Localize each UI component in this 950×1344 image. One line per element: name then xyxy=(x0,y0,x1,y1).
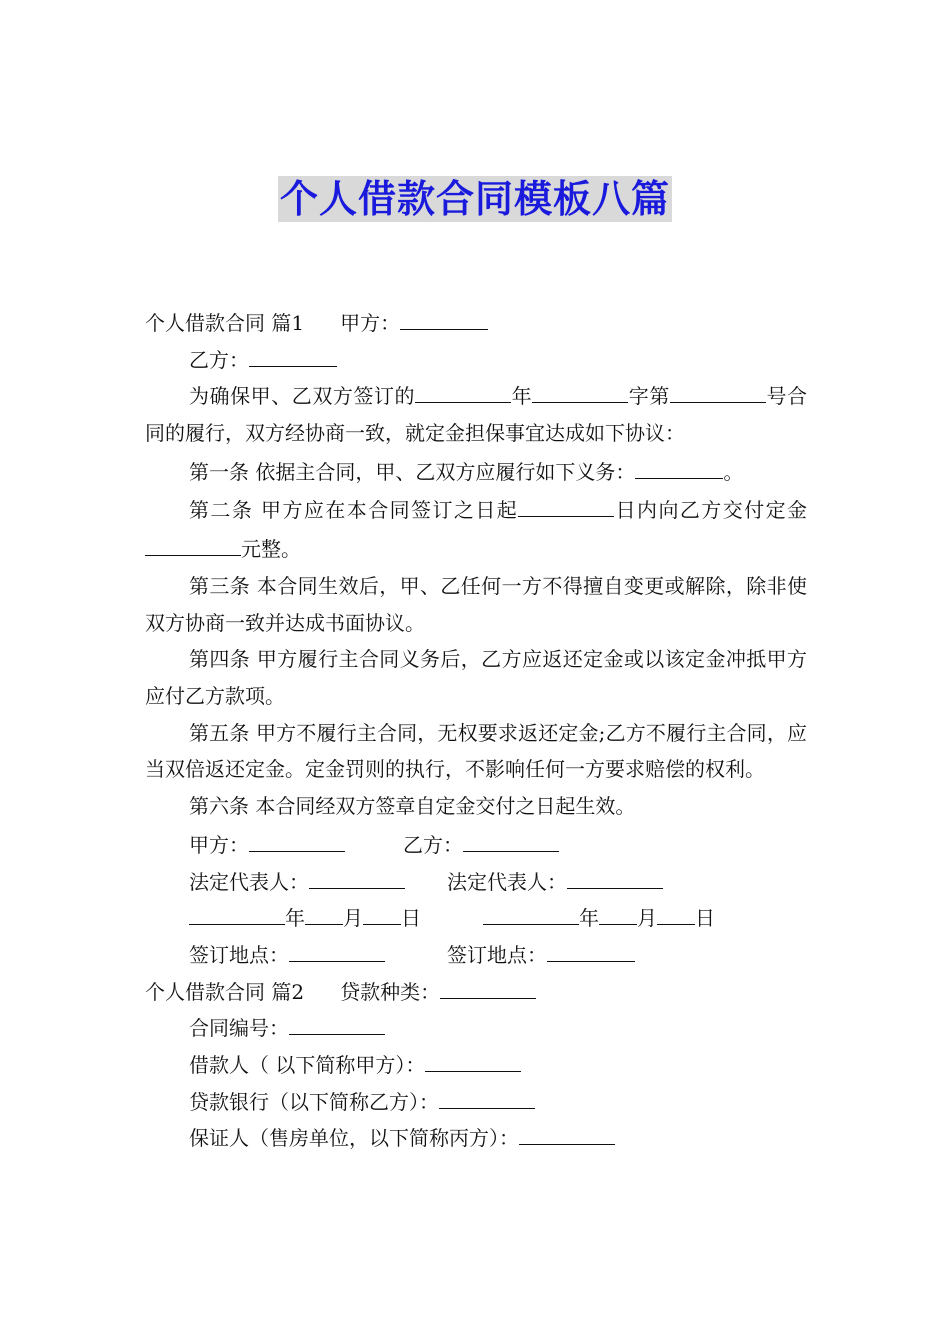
blank xyxy=(289,935,385,962)
date-line xyxy=(145,898,807,935)
party-b-line xyxy=(145,340,807,377)
purpose-text-4: 号合同的履行，双方经协商一致，就定金担保事宜达成如下协议： xyxy=(145,384,808,446)
purpose-text-2: 年 xyxy=(511,384,533,409)
borrower-label: 借款人（ 以下简称甲方）： xyxy=(189,1052,426,1077)
signing-place-a-label: 签订地点： xyxy=(189,942,289,967)
representative-line xyxy=(145,862,807,899)
blank xyxy=(189,898,285,925)
party-a-label: 甲方： xyxy=(340,311,401,335)
blank xyxy=(439,1082,535,1109)
purpose-text-3: 字第 xyxy=(628,384,670,409)
blank xyxy=(145,529,241,556)
signature-party-a-label: 甲方： xyxy=(189,832,249,857)
blank xyxy=(425,1045,521,1072)
guarantor-label: 保证人（售房单位，以下简称丙方）： xyxy=(189,1126,519,1151)
article-1 xyxy=(145,452,807,491)
article-2-text-2: 日内向乙方交付定金 xyxy=(614,498,808,523)
article-3: 第三条 本合同生效后，甲、乙任何一方不得擅自变更或解除，除非使双方协商一致并达成书面协议。 xyxy=(145,573,807,635)
year-label: 年 xyxy=(285,906,305,931)
document-body xyxy=(145,303,807,1155)
signing-place-b-label: 签订地点： xyxy=(447,942,547,967)
party-a-blank xyxy=(400,303,488,330)
loan-type-blank xyxy=(440,972,536,999)
blank xyxy=(289,1008,385,1035)
section2-heading: 个人借款合同 篇2 xyxy=(145,979,305,1004)
day-label: 日 xyxy=(695,906,715,931)
party-b-blank xyxy=(249,340,337,367)
article-2-text-3: 元整。 xyxy=(241,537,301,562)
article-1-text: 第一条 依据主合同，甲、乙双方应履行如下义务： xyxy=(189,459,636,484)
blank xyxy=(249,825,345,852)
article-4: 第四条 甲方履行主合同义务后，乙方应返还定金或以该定金冲抵甲方应付乙方款项。 xyxy=(145,647,807,708)
article-5: 第五条 甲方不履行主合同，无权要求返还定金;乙方不履行主合同，应当双倍返还定金。定金罚则的执行，不影响任何一方要求赔偿的权利。 xyxy=(145,720,807,782)
blank xyxy=(547,935,635,962)
day-label: 日 xyxy=(401,906,421,931)
purpose-text-1: 为确保甲、乙双方签订的 xyxy=(189,384,416,409)
year-label: 年 xyxy=(579,906,599,931)
section1-header-line xyxy=(145,303,807,340)
blank xyxy=(518,490,614,517)
blank xyxy=(305,898,343,925)
blank xyxy=(599,898,637,925)
blank xyxy=(635,452,723,479)
signing-place-line xyxy=(145,935,807,972)
representative-b-label: 法定代表人： xyxy=(447,869,567,894)
month-label: 月 xyxy=(637,906,657,931)
party-b-label: 乙方： xyxy=(189,347,249,372)
document-title: 个人借款合同模板八篇 xyxy=(279,177,670,221)
paragraph-purpose xyxy=(145,376,807,451)
section2-header-line xyxy=(145,972,807,1009)
article-2-text-1: 第二条 甲方应在本合同签订之日起 xyxy=(189,498,519,523)
contract-number-label: 合同编号： xyxy=(189,1016,289,1041)
blank xyxy=(415,376,511,403)
borrower-line xyxy=(145,1045,807,1082)
blank xyxy=(567,862,663,889)
representative-a-label: 法定代表人： xyxy=(189,869,309,894)
title-wrap xyxy=(0,176,950,222)
bank-label: 贷款银行（以下简称乙方）： xyxy=(189,1089,439,1114)
section1-heading: 个人借款合同 篇1 xyxy=(145,311,305,335)
blank xyxy=(519,1118,615,1145)
blank xyxy=(532,376,628,403)
blank xyxy=(483,898,579,925)
month-label: 月 xyxy=(343,906,363,931)
signature-line xyxy=(145,825,807,862)
blank xyxy=(363,898,401,925)
bank-line xyxy=(145,1082,807,1119)
article-2 xyxy=(145,490,807,567)
contract-number-line xyxy=(145,1008,807,1045)
blank xyxy=(657,898,695,925)
blank xyxy=(463,825,559,852)
signature-party-b-label: 乙方： xyxy=(403,832,463,857)
guarantor-line xyxy=(145,1118,807,1155)
article-6: 第六条 本合同经双方签章自定金交付之日起生效。 xyxy=(189,794,636,819)
article-1-end: 。 xyxy=(723,459,744,484)
loan-type-label: 贷款种类： xyxy=(340,979,441,1004)
blank xyxy=(670,376,766,403)
blank xyxy=(309,862,405,889)
